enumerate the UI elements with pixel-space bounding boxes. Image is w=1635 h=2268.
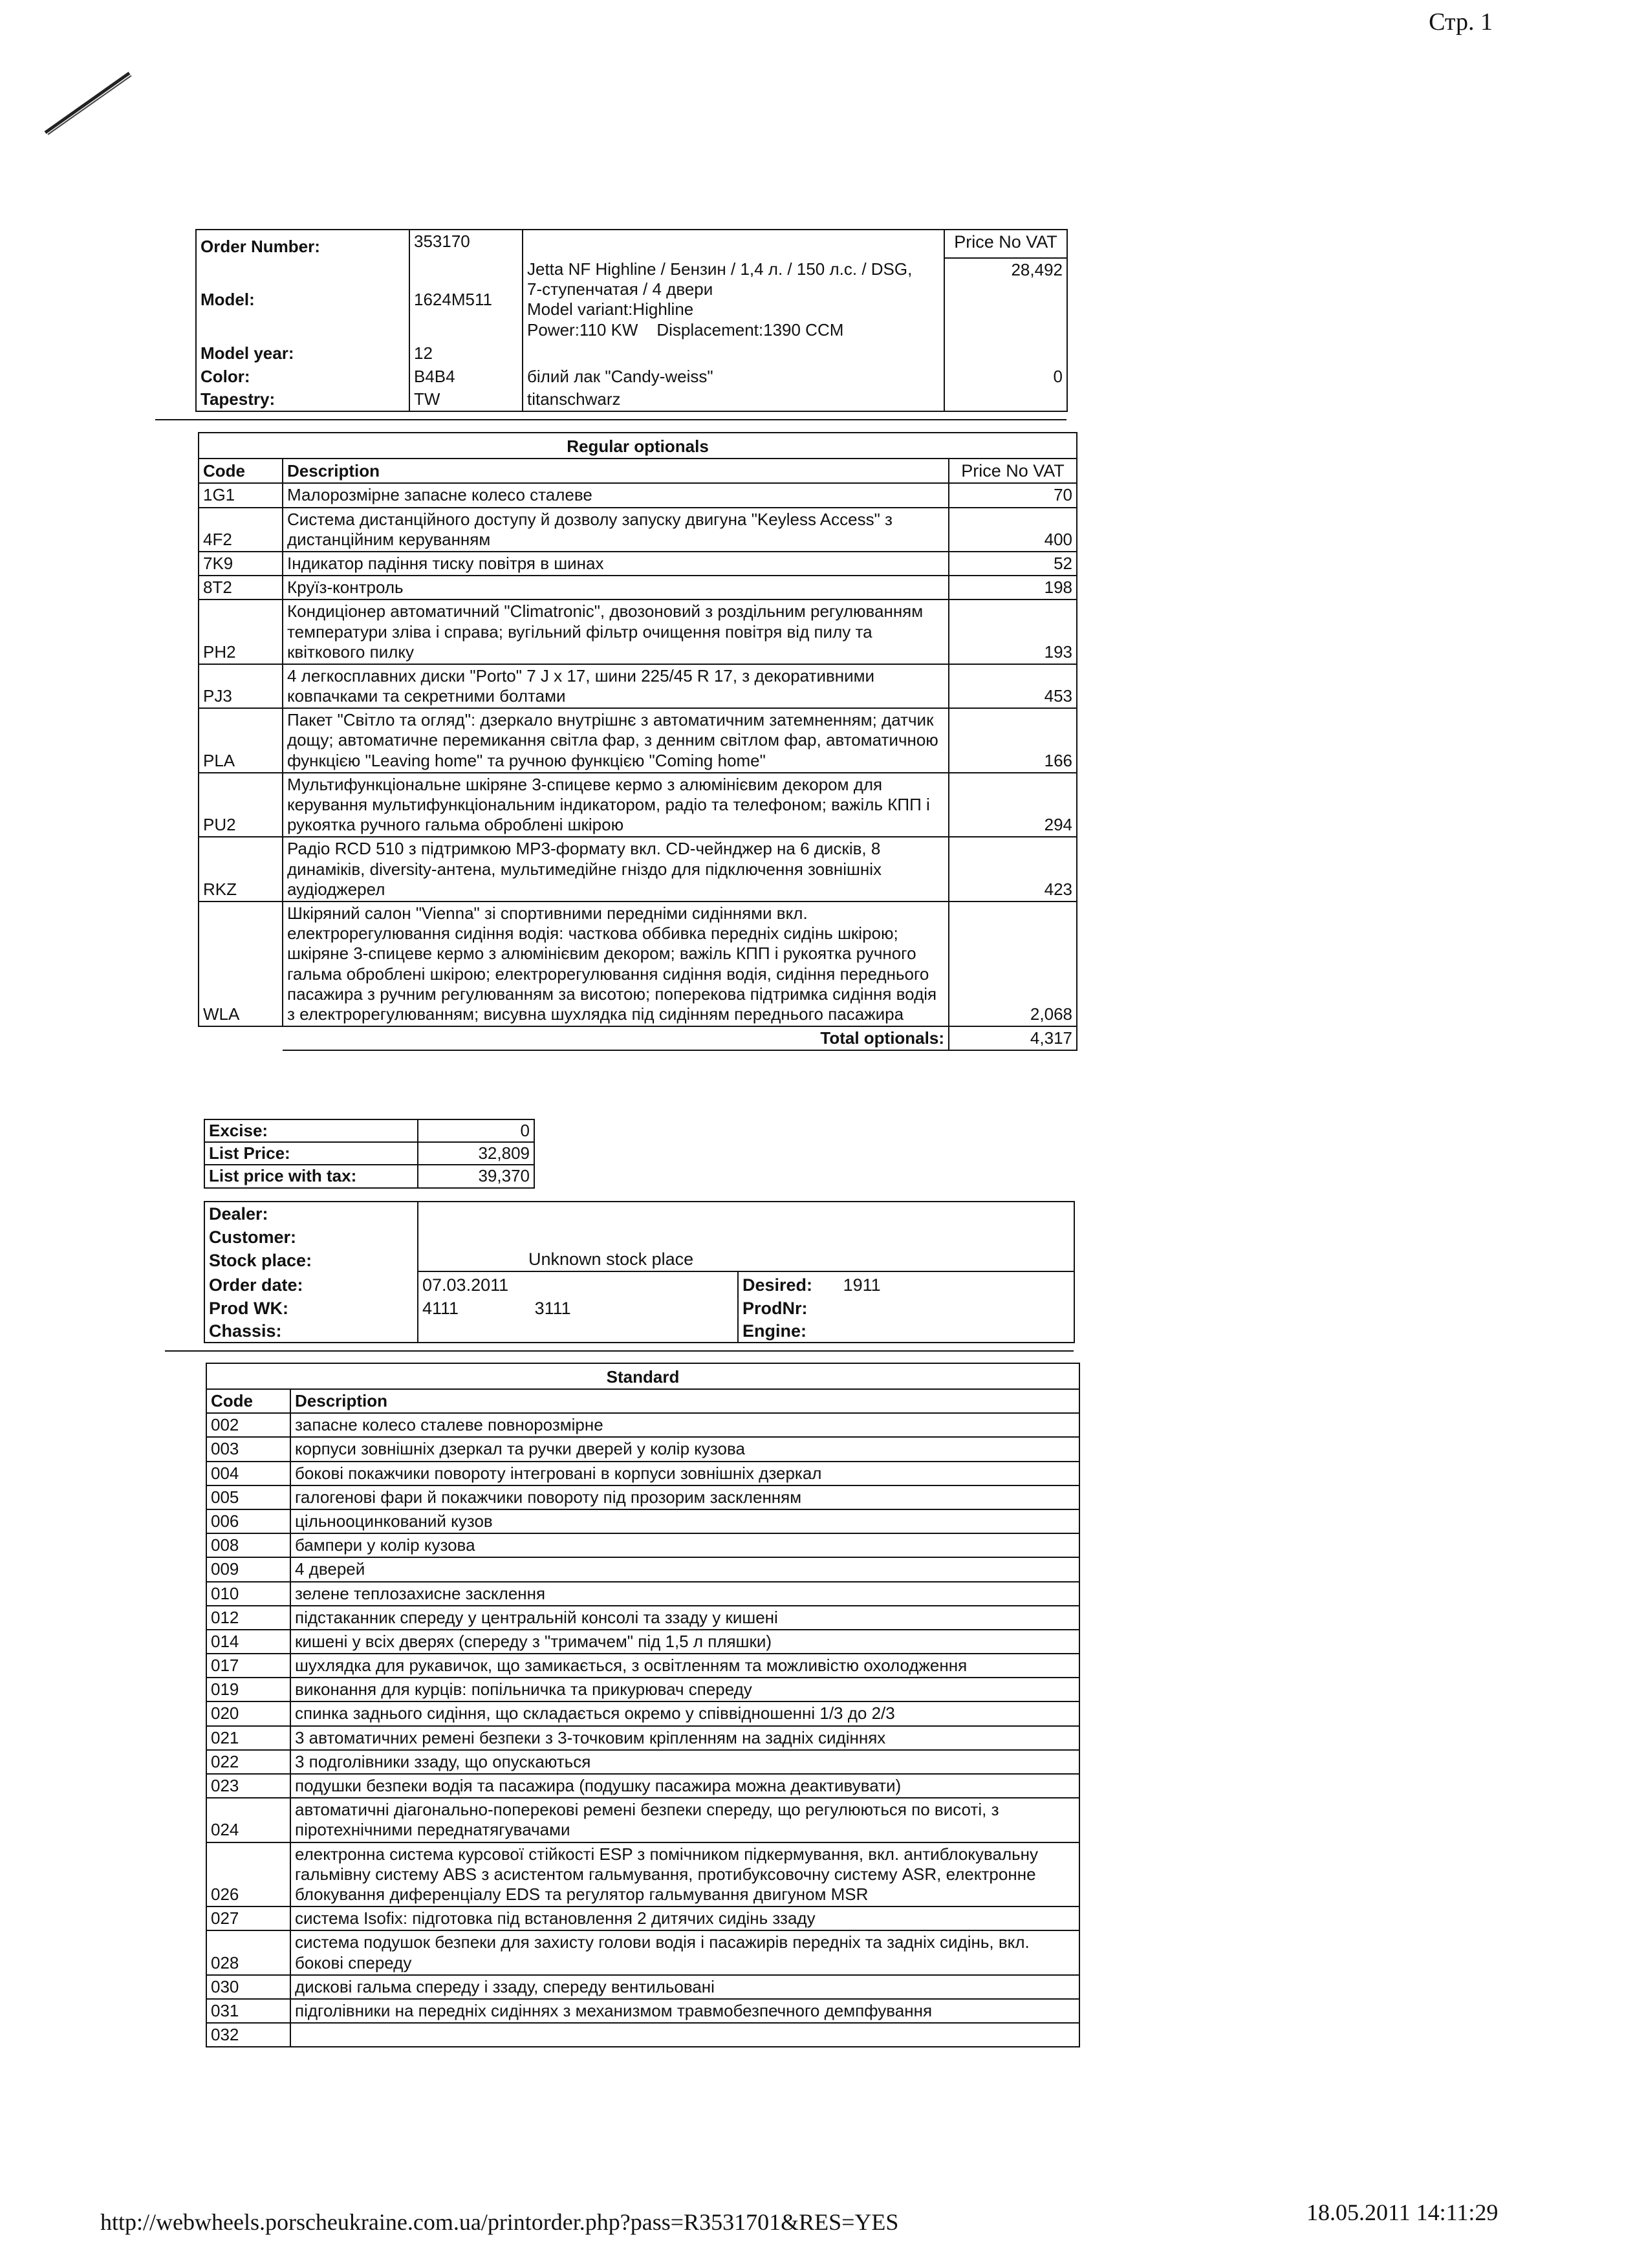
optional-description: Круїз-контроль bbox=[283, 576, 949, 599]
standard-row bbox=[206, 1509, 1079, 1533]
engine-label: Engine: bbox=[738, 1319, 1074, 1343]
standard-row bbox=[206, 1582, 1079, 1606]
standard-title: Standard bbox=[206, 1363, 1079, 1389]
prod-wk-value-1: 4111 bbox=[422, 1298, 459, 1318]
tapestry-label: Tapestry: bbox=[196, 388, 409, 411]
standard-code: 002 bbox=[206, 1413, 290, 1437]
optionals-title: Regular optionals bbox=[199, 433, 1077, 459]
standard-description: бампери у колір кузова bbox=[290, 1533, 1079, 1557]
price-no-vat-header: Price No VAT bbox=[944, 230, 1067, 258]
order-number-label: Order Number: bbox=[196, 230, 409, 258]
standard-code: 012 bbox=[206, 1606, 290, 1630]
prod-wk-label: Prod WK: bbox=[204, 1296, 418, 1319]
standard-row bbox=[206, 1630, 1079, 1654]
standard-row bbox=[206, 1701, 1079, 1725]
stock-place-value: Unknown stock place bbox=[418, 1248, 1074, 1271]
optional-code: PJ3 bbox=[199, 664, 283, 708]
price-summary-table bbox=[204, 1119, 535, 1189]
optional-row bbox=[199, 902, 1077, 1026]
standard-equipment-table bbox=[206, 1363, 1080, 2047]
standard-code: 021 bbox=[206, 1726, 290, 1750]
total-optionals-value: 4,317 bbox=[949, 1026, 1077, 1050]
standard-code: 019 bbox=[206, 1678, 290, 1701]
optionals-description-header: Description bbox=[283, 459, 949, 483]
optional-description: Пакет "Світло та огляд": дзеркало внутрішнє з автоматичним затемненням; датчик дощу; автоматичне перемикання світла фар, з денним світлом фар, автоматичною функцією "Leaving home" та ручною функцією "Coming home" bbox=[283, 708, 949, 773]
model-desc-line-4: Power:110 KW Displacement:1390 CCM bbox=[527, 319, 844, 340]
standard-description: система подушок безпеки для захисту голови водія і пасажирів передніх та задніх сидінь, вкл. бокові спереду bbox=[290, 1930, 1079, 1974]
footer-datetime: 18.05.2011 14:11:29 bbox=[1306, 2199, 1499, 2225]
optional-description: Індикатор падіння тиску повітря в шинах bbox=[283, 552, 949, 576]
standard-description: цільнооцинкований кузов bbox=[290, 1509, 1079, 1533]
prodnr-label: ProdNr: bbox=[738, 1296, 1074, 1319]
standard-description: автоматичні діагонально-поперекові ремені безпеки спереду, що регулюються по висоті, з піротехнічними переднатягувачами bbox=[290, 1798, 1079, 1842]
standard-description: шухлядка для рукавичок, що замикається, з освітленням та можливістю охолодження bbox=[290, 1654, 1079, 1678]
standard-row bbox=[206, 1930, 1079, 1974]
order-header-table bbox=[195, 229, 1068, 412]
model-year-value: 12 bbox=[409, 341, 523, 365]
standard-description: галогенові фари й покажчики повороту під прозорим заскленням bbox=[290, 1485, 1079, 1509]
list-price-tax-value: 39,370 bbox=[418, 1165, 534, 1187]
standard-description: бокові покажчики повороту інтегровані в корпуси зовнішніх дзеркал bbox=[290, 1462, 1079, 1485]
optional-row bbox=[199, 773, 1077, 837]
standard-description: система Isofix: підготовка під встановлення 2 дитячих сидінь ззаду bbox=[290, 1906, 1079, 1930]
standard-description: підголівники на передніх сидіннях з механизмом травмобезпечного демпфування bbox=[290, 1999, 1079, 2023]
footer-url: http://webwheels.porscheukraine.com.ua/printorder.php?pass=R3531701&RES=YES bbox=[100, 2209, 899, 2235]
page-number: Стр. 1 bbox=[1429, 8, 1493, 36]
standard-code-header: Code bbox=[206, 1389, 290, 1413]
standard-row bbox=[206, 1975, 1079, 1999]
standard-code: 010 bbox=[206, 1582, 290, 1606]
standard-code: 023 bbox=[206, 1774, 290, 1798]
optional-row bbox=[199, 552, 1077, 576]
standard-row bbox=[206, 2023, 1079, 2047]
prod-wk-cell bbox=[418, 1296, 738, 1319]
customer-label: Customer: bbox=[204, 1225, 418, 1248]
standard-code: 026 bbox=[206, 1842, 290, 1907]
pen-stroke-mark bbox=[39, 68, 136, 139]
optional-description: Кондиціонер автоматичний "Climatronic", двозоновий з роздільним регулюванням температури зліва і справа; вугільний фільтр очищення повітря від пилу та квіткового пилку bbox=[283, 599, 949, 664]
model-desc-line-2: 7-ступенчатая / 4 двери bbox=[527, 279, 713, 299]
list-price-tax-label: List price with tax: bbox=[204, 1165, 418, 1187]
optional-description: Система дистанційного доступу й дозволу запуску двигуна "Keyless Access" з дистанційним керуванням bbox=[283, 508, 949, 552]
standard-row bbox=[206, 1437, 1079, 1461]
regular-optionals-table bbox=[198, 432, 1077, 1051]
standard-code: 031 bbox=[206, 1999, 290, 2023]
optional-row bbox=[199, 837, 1077, 902]
standard-code: 014 bbox=[206, 1630, 290, 1654]
standard-description: 3 автоматичних ремені безпеки з 3-точковим кріпленням на задніх сидіннях bbox=[290, 1726, 1079, 1750]
chassis-label: Chassis: bbox=[204, 1319, 418, 1343]
standard-code: 003 bbox=[206, 1437, 290, 1461]
model-desc-line-3: Model variant:Highline bbox=[527, 299, 694, 319]
standard-code: 030 bbox=[206, 1975, 290, 1999]
optional-code: PU2 bbox=[199, 773, 283, 837]
standard-row bbox=[206, 1750, 1079, 1774]
optional-row bbox=[199, 664, 1077, 708]
optionals-code-header: Code bbox=[199, 459, 283, 483]
dealer-bottom-rule bbox=[165, 1350, 1074, 1352]
dealer-label: Dealer: bbox=[204, 1202, 418, 1225]
desired-cell bbox=[738, 1271, 1074, 1296]
order-date-value: 07.03.2011 bbox=[418, 1271, 738, 1296]
standard-code: 028 bbox=[206, 1930, 290, 1974]
optional-code: WLA bbox=[199, 902, 283, 1026]
standard-row bbox=[206, 1462, 1079, 1485]
excise-label: Excise: bbox=[204, 1119, 418, 1142]
standard-description: корпуси зовнішніх дзеркал та ручки дверей у колір кузова bbox=[290, 1437, 1079, 1461]
optional-row bbox=[199, 576, 1077, 599]
model-year-label: Model year: bbox=[196, 341, 409, 365]
optional-row bbox=[199, 599, 1077, 664]
tapestry-code: TW bbox=[409, 388, 523, 411]
standard-row bbox=[206, 1999, 1079, 2023]
optional-price: 400 bbox=[949, 508, 1077, 552]
total-optionals-label: Total optionals: bbox=[283, 1026, 949, 1050]
optional-code: 7K9 bbox=[199, 552, 283, 576]
color-description: білий лак "Candy-weiss" bbox=[523, 365, 944, 388]
optional-price: 453 bbox=[949, 664, 1077, 708]
standard-code: 024 bbox=[206, 1798, 290, 1842]
standard-description: кишені у всіх дверях (спереду з "тримачем" під 1,5 л пляшки) bbox=[290, 1630, 1079, 1654]
order-date-label: Order date: bbox=[204, 1271, 418, 1296]
optional-row bbox=[199, 483, 1077, 507]
standard-description: підстаканник спереду у центральній консолі та ззаду у кишені bbox=[290, 1606, 1079, 1630]
optional-price: 2,068 bbox=[949, 902, 1077, 1026]
standard-row bbox=[206, 1557, 1079, 1581]
standard-description: запасне колесо сталеве повнорозмірне bbox=[290, 1413, 1079, 1437]
desired-value: 1911 bbox=[843, 1275, 881, 1295]
header-bottom-rule bbox=[155, 419, 1067, 420]
optional-price: 198 bbox=[949, 576, 1077, 599]
standard-row bbox=[206, 1842, 1079, 1907]
desired-label: Desired: bbox=[742, 1275, 813, 1295]
standard-row bbox=[206, 1798, 1079, 1842]
standard-code: 020 bbox=[206, 1701, 290, 1725]
standard-description bbox=[290, 2023, 1079, 2047]
standard-row bbox=[206, 1413, 1079, 1437]
standard-code: 027 bbox=[206, 1906, 290, 1930]
list-price-value: 32,809 bbox=[418, 1142, 534, 1165]
standard-row bbox=[206, 1606, 1079, 1630]
color-code: B4B4 bbox=[409, 365, 523, 388]
prod-wk-value-2: 3111 bbox=[534, 1298, 571, 1318]
list-price-label: List Price: bbox=[204, 1142, 418, 1165]
optional-row bbox=[199, 508, 1077, 552]
model-description bbox=[523, 258, 944, 341]
standard-description-header: Description bbox=[290, 1389, 1079, 1413]
optional-code: RKZ bbox=[199, 837, 283, 902]
standard-row bbox=[206, 1654, 1079, 1678]
standard-code: 022 bbox=[206, 1750, 290, 1774]
optional-price: 423 bbox=[949, 837, 1077, 902]
standard-code: 032 bbox=[206, 2023, 290, 2047]
standard-code: 009 bbox=[206, 1557, 290, 1581]
optional-price: 52 bbox=[949, 552, 1077, 576]
standard-row bbox=[206, 1485, 1079, 1509]
standard-code: 006 bbox=[206, 1509, 290, 1533]
dealer-info-table bbox=[204, 1201, 1075, 1343]
optional-code: 4F2 bbox=[199, 508, 283, 552]
excise-value: 0 bbox=[418, 1119, 534, 1142]
order-number-value: 353170 bbox=[409, 230, 523, 258]
standard-description: виконання для курців: попільничка та прикурювач спереду bbox=[290, 1678, 1079, 1701]
model-label: Model: bbox=[196, 258, 409, 341]
optional-description: Радіо RCD 510 з підтримкою MP3-формату вкл. CD-чейнджер на 6 дисків, 8 динаміків, diversity-антена, мультимедійне гніздо для підключення зовнішніх аудіоджерел bbox=[283, 837, 949, 902]
standard-code: 008 bbox=[206, 1533, 290, 1557]
standard-row bbox=[206, 1533, 1079, 1557]
tapestry-description: titanschwarz bbox=[523, 388, 944, 411]
stock-place-label: Stock place: bbox=[204, 1248, 418, 1271]
standard-row bbox=[206, 1678, 1079, 1701]
standard-description: дискові гальма спереду і ззаду, спереду вентильовані bbox=[290, 1975, 1079, 1999]
optional-code: 1G1 bbox=[199, 483, 283, 507]
optional-price: 70 bbox=[949, 483, 1077, 507]
optional-code: PLA bbox=[199, 708, 283, 773]
standard-description: електронна система курсової стійкості ESP з помічником підкермування, вкл. антиблокувальну гальмівну систему ABS з асистентом гальмування, протибуксовочну систему ASR, електронне блокування диференціалу EDS та регулятор гальмування двигуном MSR bbox=[290, 1842, 1079, 1907]
standard-description: 4 дверей bbox=[290, 1557, 1079, 1581]
optional-description: Шкіряний салон "Vienna" зі спортивними передніми сидіннями вкл. електрорегулювання сидіння водія: часткова оббивка передніх сидінь шкірою; шкіряне 3-спицеве кермо з алюмінієвим декором; важіль КПП і рукоятка ручного гальма оброблені шкірою; електрорегулювання сидіння водія, сидіння переднього пасажира з ручним регулюванням за висотою; поперекова підтримка сидіння водія з електрорегулюванням; висувна шухлядка під сидінням переднього пасажира bbox=[283, 902, 949, 1026]
model-code: 1624M511 bbox=[409, 258, 523, 341]
standard-code: 005 bbox=[206, 1485, 290, 1509]
model-price: 28,492 bbox=[944, 258, 1067, 341]
standard-code: 017 bbox=[206, 1654, 290, 1678]
standard-description: подушки безпеки водія та пасажира (подушку пасажира можна деактивувати) bbox=[290, 1774, 1079, 1798]
optional-price: 294 bbox=[949, 773, 1077, 837]
standard-code: 004 bbox=[206, 1462, 290, 1485]
optional-price: 166 bbox=[949, 708, 1077, 773]
standard-row bbox=[206, 1726, 1079, 1750]
standard-description: 3 подголівники ззаду, що опускаються bbox=[290, 1750, 1079, 1774]
optional-price: 193 bbox=[949, 599, 1077, 664]
standard-description: спинка заднього сидіння, що складається окремо у співвідношенні 1/3 до 2/3 bbox=[290, 1701, 1079, 1725]
optional-description: Мультифункціональне шкіряне 3-спицеве кермо з алюмінієвим декором для керування мультифункціональним індикатором, радіо та телефоном; важіль КПП і рукоятка ручного гальма оброблені шкірою bbox=[283, 773, 949, 837]
optional-row bbox=[199, 708, 1077, 773]
optionals-price-header: Price No VAT bbox=[949, 459, 1077, 483]
optional-code: PH2 bbox=[199, 599, 283, 664]
color-label: Color: bbox=[196, 365, 409, 388]
standard-row bbox=[206, 1774, 1079, 1798]
optional-code: 8T2 bbox=[199, 576, 283, 599]
model-desc-line-1: Jetta NF Highline / Бензин / 1,4 л. / 150 л.с. / DSG, bbox=[527, 259, 913, 279]
optional-description: 4 легкосплавних диски "Porto" 7 J x 17, шини 225/45 R 17, з декоративними ковпачками та секретними болтами bbox=[283, 664, 949, 708]
standard-description: зелене теплозахисне засклення bbox=[290, 1582, 1079, 1606]
optional-description: Малорозмірне запасне колесо сталеве bbox=[283, 483, 949, 507]
color-price: 0 bbox=[944, 365, 1067, 388]
standard-row bbox=[206, 1906, 1079, 1930]
